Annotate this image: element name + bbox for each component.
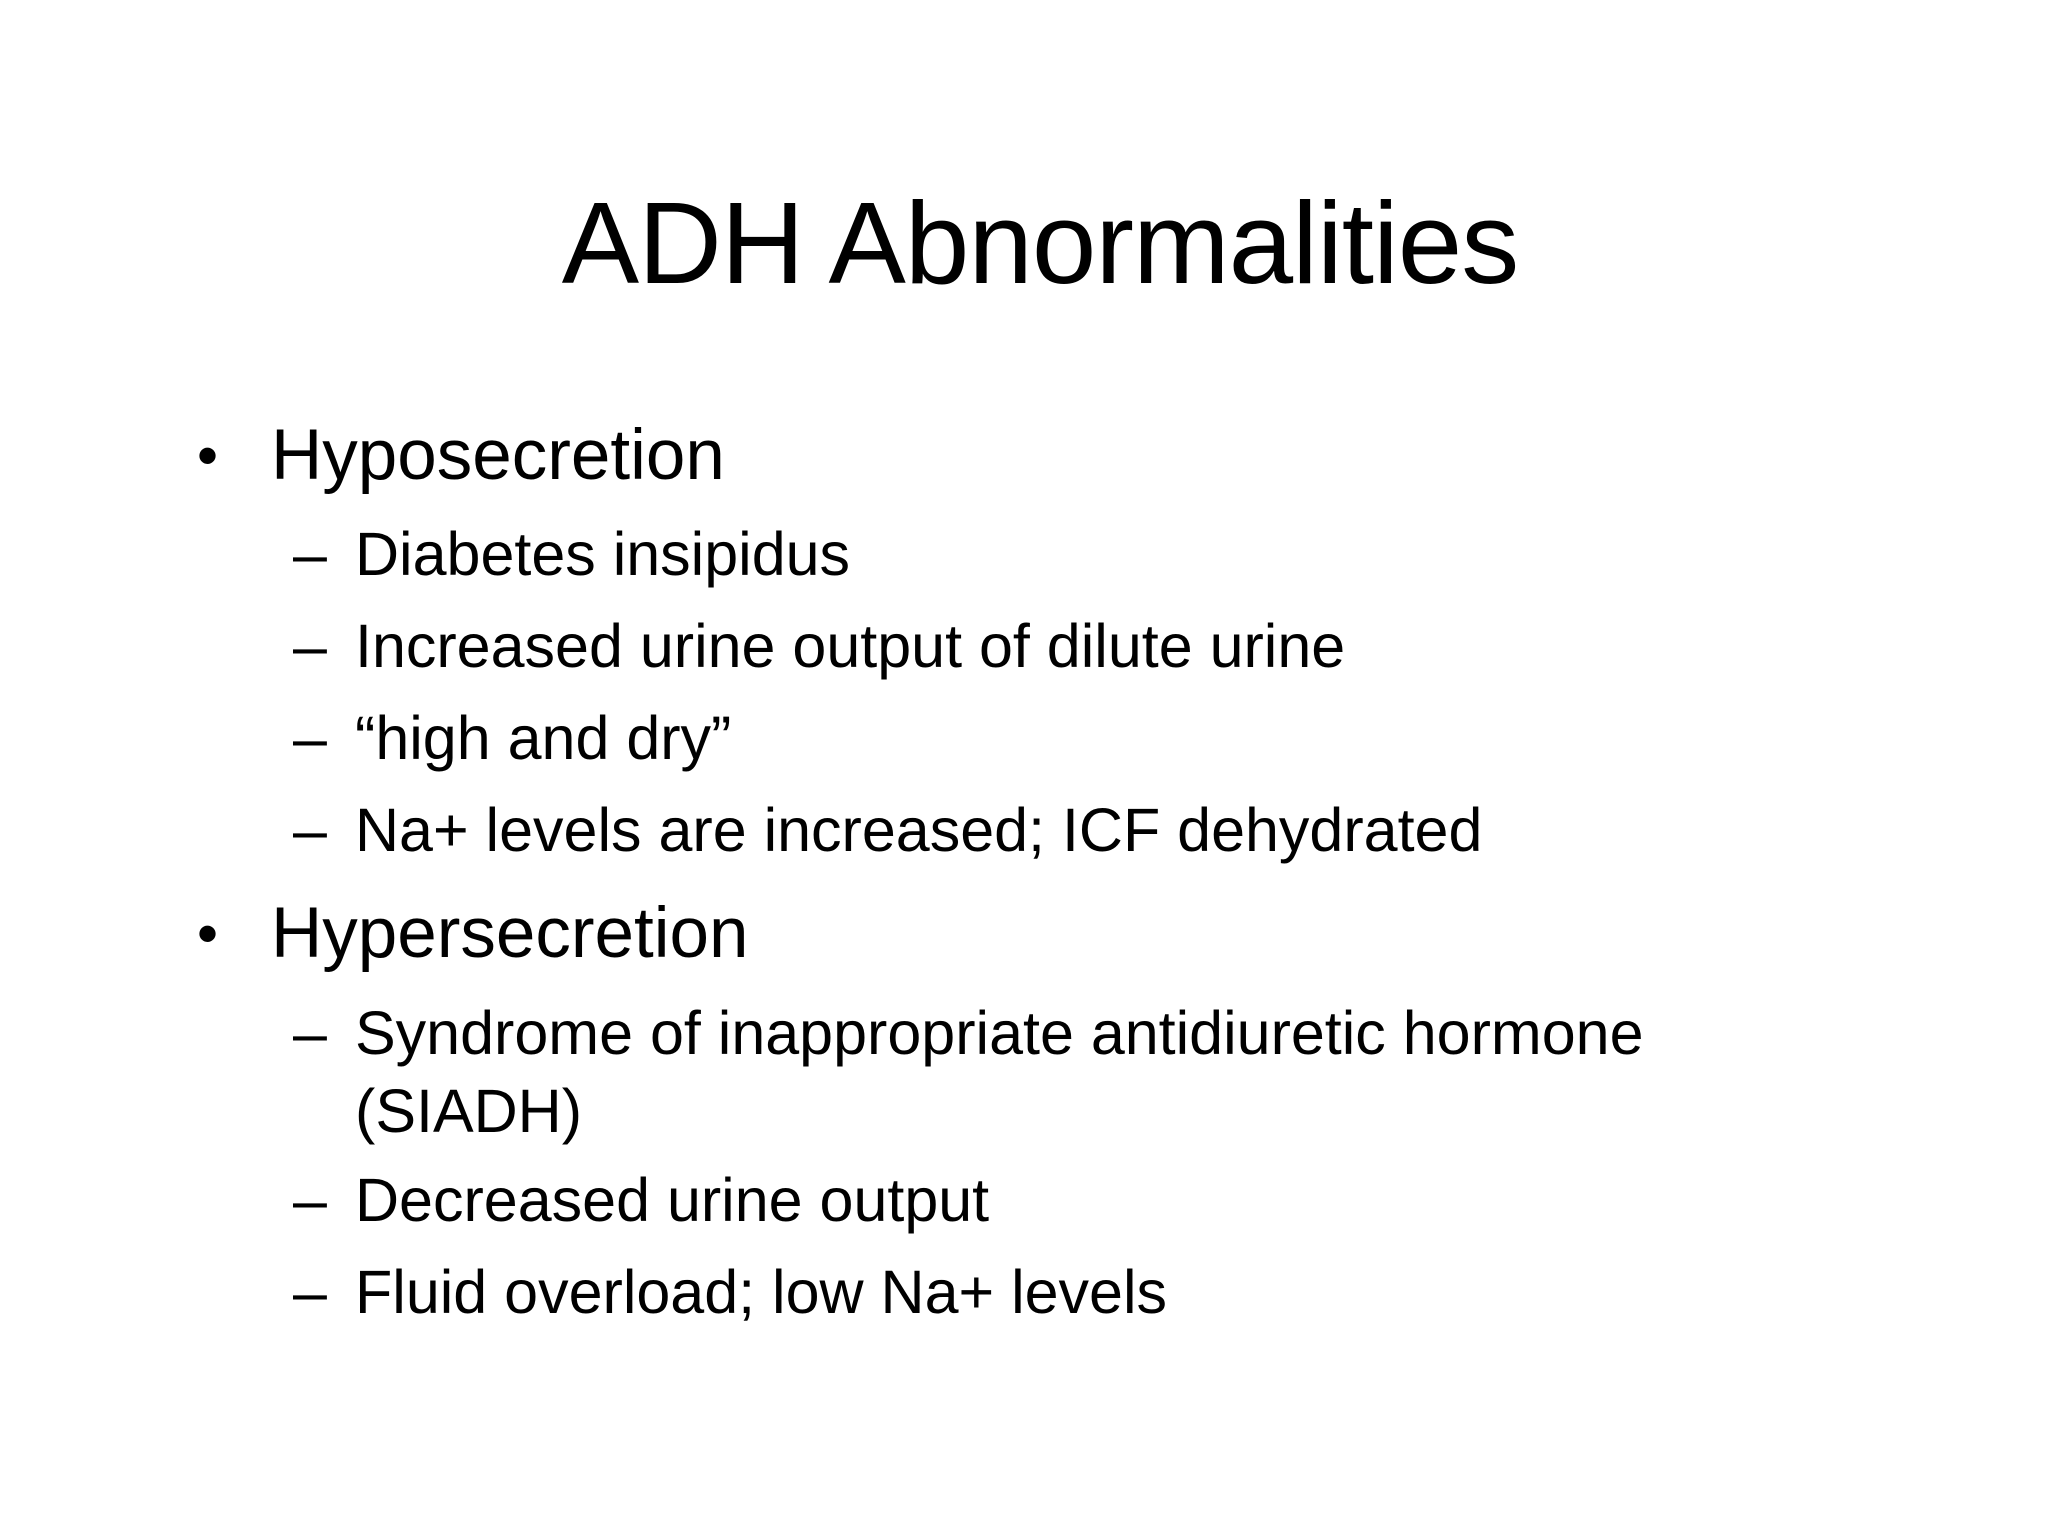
dash-icon: – (293, 999, 327, 1067)
dash-icon: – (293, 704, 327, 772)
dash-icon: – (293, 612, 327, 680)
sub-item-text: “high and dry” (355, 704, 732, 772)
sub-item-text: Syndrome of inappropriate antidiuretic hormone (SIADH) (355, 999, 1644, 1145)
sub-item-text: Na+ levels are increased; ICF dehydrated (355, 796, 1483, 864)
dash-icon: – (293, 1166, 327, 1234)
bullet-dot-icon: • (197, 900, 219, 967)
sub-item-text: Decreased urine output (355, 1166, 990, 1234)
sub-item-text: Increased urine output of dilute urine (355, 612, 1346, 680)
dash-icon: – (293, 796, 327, 864)
sub-item-text: Diabetes insipidus (355, 520, 851, 588)
bullet-dot-icon: • (197, 422, 219, 489)
sub-item-text: Fluid overload; low Na+ levels (355, 1258, 1168, 1326)
dash-icon: – (293, 520, 327, 588)
slide-title: ADH Abnormalities (561, 178, 1519, 308)
bullet-heading: Hyposecretion (271, 416, 725, 495)
bullet-heading: Hypersecretion (271, 894, 749, 973)
dash-icon: – (293, 1258, 327, 1326)
